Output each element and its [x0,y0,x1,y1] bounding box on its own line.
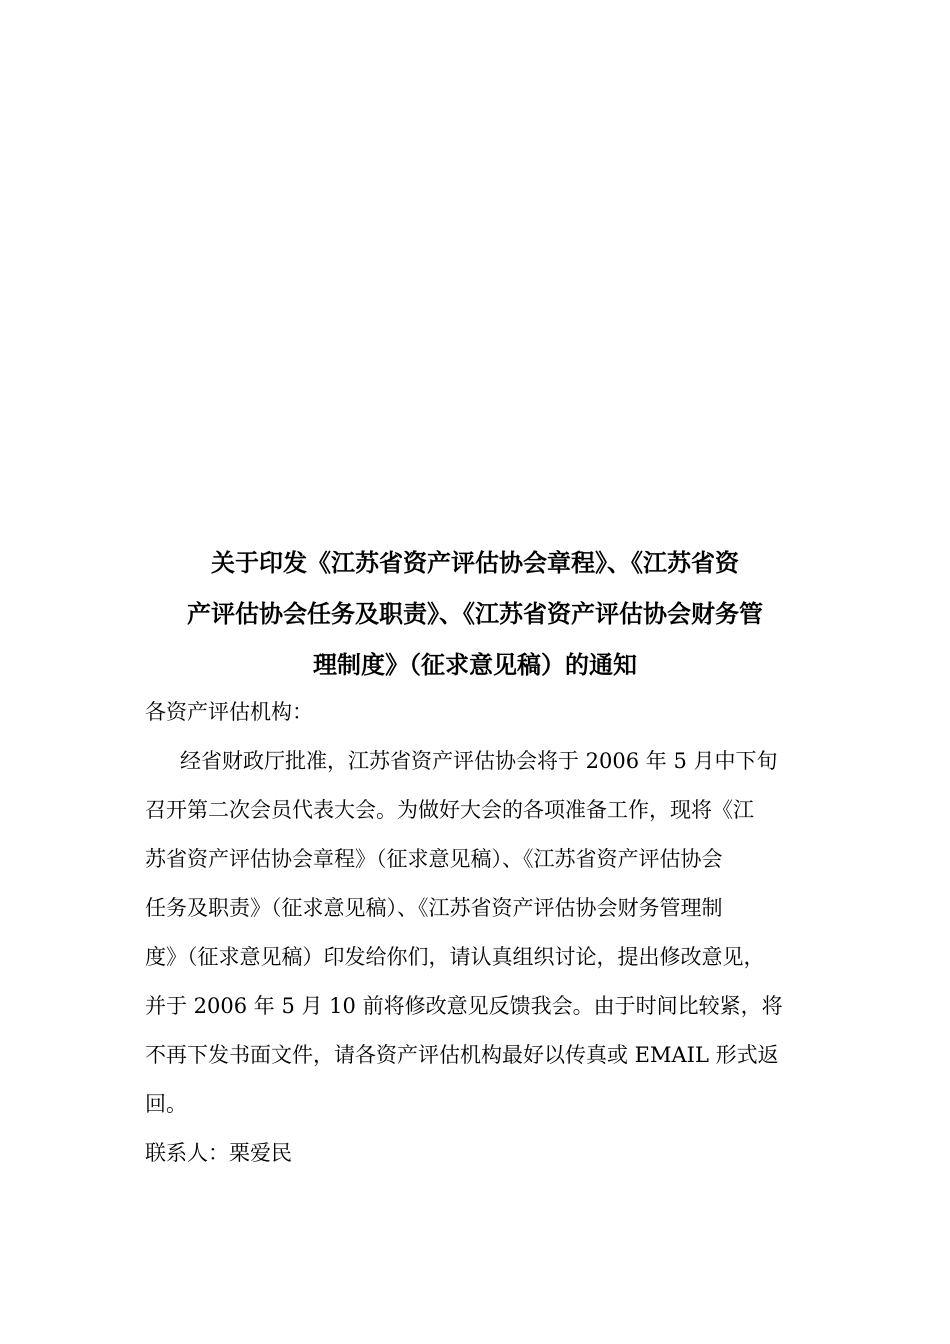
main-paragraph [145,737,810,1129]
title-line-3: 理制度》（征求意见稿）的通知 [313,651,637,679]
notice-title [145,538,805,691]
body-line-5: 度》（征求意见稿）印发给你们，请认真组织讨论，提出修改意见， [145,945,765,969]
body-line-2: 召开第二次会员代表大会。为做好大会的各项准备工作，现将《江 [145,798,754,822]
body-line-8: 回。 [145,1092,187,1116]
notice-body [145,688,810,1178]
body-line-6: 并于 2006 年 5 月 10 前将修改意见反馈我会。由于时间比较紧，将 [145,994,783,1018]
title-line-1: 关于印发《江苏省资产评估协会章程》、《江苏省资 [211,549,739,577]
title-line-2: 产评估协会任务及职责》、《江苏省资产评估协会财务管 [187,600,763,628]
body-line-7: 不再下发书面文件，请各资产评估机构最好以传真或 EMAIL 形式返 [145,1043,779,1067]
salutation: 各资产评估机构： [145,700,313,724]
body-line-3: 苏省资产评估协会章程》（征求意见稿）、《江苏省资产评估协会 [145,847,723,871]
body-line-1: 经省财政厅批准，江苏省资产评估协会将于 2006 年 5 月中下旬 [180,749,778,773]
body-line-4: 任务及职责》（征求意见稿）、《江苏省资产评估协会财务管理制 [145,896,723,920]
contact-person: 联系人：栗爱民 [145,1141,292,1165]
